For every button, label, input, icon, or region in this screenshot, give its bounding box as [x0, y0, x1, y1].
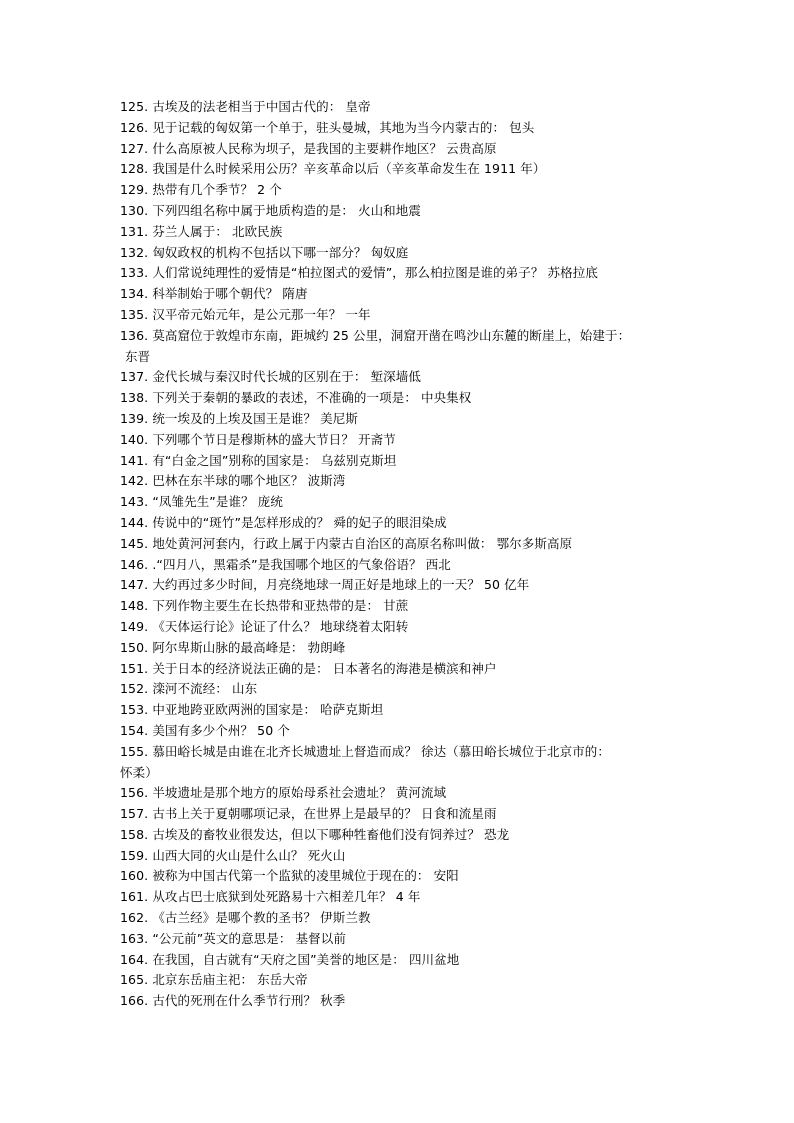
question-text: 半坡遗址是那个地方的原始母系社会遗址？ 黄河流域 [152, 785, 447, 801]
question-text: 人们常说纯理性的爱情是“柏拉图式的爱情”，那么柏拉图是谁的弟子？ 苏格拉底 [152, 265, 598, 281]
question-number: 148. [120, 598, 149, 614]
question-number: 153. [120, 702, 149, 718]
question-item [120, 659, 680, 680]
question-text: 下列四组名称中属于地质构造的是： 火山和地震 [152, 202, 421, 218]
question-item [120, 679, 680, 700]
question-text: 匈奴政权的机构不包括以下哪一部分？ 匈奴庭 [152, 244, 409, 260]
question-answer-continuation: 东晋 [125, 348, 151, 364]
question-text: 下列关于秦朝的暴政的表述，不准确的一项是： 中央集权 [152, 390, 472, 406]
question-item [120, 929, 680, 950]
question-number: 136. [120, 327, 149, 343]
question-number: 151. [120, 660, 149, 676]
question-text: 古代的死刑在什么季节行刑？ 秋季 [152, 993, 346, 1009]
question-number: 146. [120, 556, 149, 572]
question-number: 163. [120, 930, 149, 946]
question-number: 130. [120, 202, 149, 218]
question-item [120, 263, 680, 284]
question-item [120, 783, 680, 804]
question-number: 156. [120, 785, 149, 801]
question-item [120, 721, 680, 742]
question-text: 山西大同的火山是什么山？ 死火山 [152, 847, 346, 863]
question-text: 《天体运行论》论证了什么？ 地球绕着太阳转 [152, 618, 409, 634]
question-number: 138. [120, 390, 149, 406]
question-item [120, 409, 680, 430]
question-item [120, 180, 680, 201]
question-text: 金代长城与秦汉时代长城的区别在于： 堑深墙低 [152, 369, 421, 385]
question-text: 地处黄河河套内，行政上属于内蒙古自治区的高原名称叫做： 鄂尔多斯高原 [152, 535, 573, 551]
question-item [120, 970, 680, 991]
question-item [120, 846, 680, 867]
question-item [120, 471, 680, 492]
question-item [120, 243, 680, 264]
question-text: 大约再过多少时间，月亮绕地球一周正好是地球上的一天？ 50 亿年 [152, 577, 530, 593]
question-text: 中亚地跨亚欧两洲的国家是： 哈萨克斯坦 [152, 702, 384, 718]
question-item [120, 638, 680, 659]
question-number: 152. [120, 681, 149, 697]
question-number: 159. [120, 847, 149, 863]
question-item [120, 555, 680, 576]
question-number: 161. [120, 889, 149, 905]
question-item [120, 451, 680, 472]
question-text: .“四月八，黑霜杀”是我国哪个地区的气象俗语？ 西北 [152, 556, 451, 572]
question-item [120, 284, 680, 305]
question-text: 有“白金之国”别称的国家是： 乌兹别克斯坦 [152, 452, 397, 468]
question-item [120, 825, 680, 846]
question-text: 古埃及的法老相当于中国古代的： 皇帝 [152, 99, 371, 114]
question-number: 155. [120, 743, 149, 759]
question-text: 美国有多少个州？ 50 个 [152, 722, 290, 738]
question-number: 135. [120, 306, 149, 322]
question-number: 137. [120, 369, 149, 385]
question-text: 慕田峪长城是由谁在北齐长城遗址上督造而成？ 徐达（慕田峪长城位于北京市的： [152, 743, 610, 759]
question-list [120, 97, 680, 1012]
question-item [120, 367, 680, 388]
question-text: 什么高原被人民称为坝子，是我国的主要耕作地区？ 云贵高原 [152, 140, 497, 156]
question-item [120, 326, 680, 368]
question-item [120, 118, 680, 139]
question-text: 见于记载的匈奴第一个单于，驻头曼城，其地为当今内蒙古的： 包头 [152, 119, 535, 135]
question-text: 巴林在东半球的哪个地区？ 波斯湾 [152, 473, 346, 489]
question-item [120, 908, 680, 929]
question-item [120, 159, 680, 180]
question-item [120, 887, 680, 908]
question-number: 127. [120, 140, 149, 156]
question-number: 164. [120, 951, 149, 967]
question-item [120, 950, 680, 971]
question-item [120, 139, 680, 160]
question-answer-continuation: 怀柔） [120, 764, 158, 780]
question-text: 北京东岳庙主祀： 东岳大帝 [152, 972, 308, 988]
question-item [120, 222, 680, 243]
question-text: 在我国，自古就有“天府之国”美誉的地区是： 四川盆地 [152, 951, 460, 967]
question-text: 热带有几个季节？ 2 个 [152, 182, 282, 198]
question-number: 145. [120, 535, 149, 551]
question-number: 150. [120, 639, 149, 655]
question-item [120, 201, 680, 222]
question-item [120, 305, 680, 326]
question-item [120, 742, 680, 784]
question-item [120, 804, 680, 825]
question-text: 被称为中国古代第一个监狱的凌里城位于现在的： 安阳 [152, 868, 459, 884]
question-number: 139. [120, 410, 149, 426]
question-number: 126. [120, 119, 149, 135]
question-number: 154. [120, 722, 149, 738]
question-item [120, 534, 680, 555]
question-text: 统一埃及的上埃及国王是谁？ 美尼斯 [152, 410, 358, 426]
question-number: 131. [120, 223, 149, 239]
question-text: 下列作物主要生在长热带和亚热带的是： 甘蔗 [152, 598, 409, 614]
question-number: 140. [120, 431, 149, 447]
question-text: 古书上关于夏朝哪项记录，在世界上是最早的？ 日食和流星雨 [152, 806, 497, 822]
question-number: 162. [120, 910, 149, 926]
question-text: “凤雏先生”是谁？ 庞统 [152, 494, 283, 510]
question-number: 147. [120, 577, 149, 593]
question-item [120, 492, 680, 513]
question-text: 科举制始于哪个朝代？ 隋唐 [152, 286, 308, 302]
question-text: 《古兰经》是哪个教的圣书？ 伊斯兰教 [152, 910, 371, 926]
question-item [120, 617, 680, 638]
question-number: 165. [120, 972, 149, 988]
question-text: 汉平帝元始元年，是公元那一年？ 一年 [152, 306, 371, 322]
question-text: 莫高窟位于敦煌市东南，距城约 25 公里，洞窟开凿在鸣沙山东麓的断崖上，始建于： [152, 327, 631, 343]
question-item [120, 991, 680, 1012]
question-text: 从攻占巴士底狱到处死路易十六相差几年？ 4 年 [152, 889, 421, 905]
question-number: 149. [120, 618, 149, 634]
question-item [120, 575, 680, 596]
question-item [120, 596, 680, 617]
question-item [120, 388, 680, 409]
question-text: 芬兰人属于： 北欧民族 [152, 223, 283, 239]
question-text: 关于日本的经济说法正确的是： 日本著名的海港是横滨和神户 [152, 660, 497, 676]
question-number: 141. [120, 452, 149, 468]
question-text: 阿尔卑斯山脉的最高峰是： 勃朗峰 [152, 639, 346, 655]
question-number: 134. [120, 286, 149, 302]
question-text: 我国是什么时候采用公历？辛亥革命以后（辛亥革命发生在 1911 年） [152, 161, 546, 177]
question-text: 下列哪个节日是穆斯林的盛大节日？ 开斋节 [152, 431, 396, 447]
question-number: 125. [120, 99, 149, 114]
question-number: 158. [120, 826, 149, 842]
question-number: 166. [120, 993, 149, 1009]
question-text: 滦河不流经： 山东 [152, 681, 258, 697]
question-number: 157. [120, 806, 149, 822]
question-item [120, 430, 680, 451]
question-number: 144. [120, 514, 149, 530]
question-number: 142. [120, 473, 149, 489]
question-text: “公元前”英文的意思是： 基督以前 [152, 930, 346, 946]
question-text: 传说中的“斑竹”是怎样形成的？ 舜的妃子的眼泪染成 [152, 514, 447, 530]
question-number: 133. [120, 265, 149, 281]
question-text: 古埃及的畜牧业很发达，但以下哪种牲畜他们没有饲养过？ 恐龙 [152, 826, 510, 842]
question-number: 129. [120, 182, 149, 198]
question-item [120, 866, 680, 887]
question-number: 128. [120, 161, 149, 177]
question-number: 132. [120, 244, 149, 260]
question-item [120, 513, 680, 534]
question-number: 160. [120, 868, 149, 884]
question-item [120, 700, 680, 721]
question-number: 143. [120, 494, 149, 510]
question-item [120, 97, 680, 118]
